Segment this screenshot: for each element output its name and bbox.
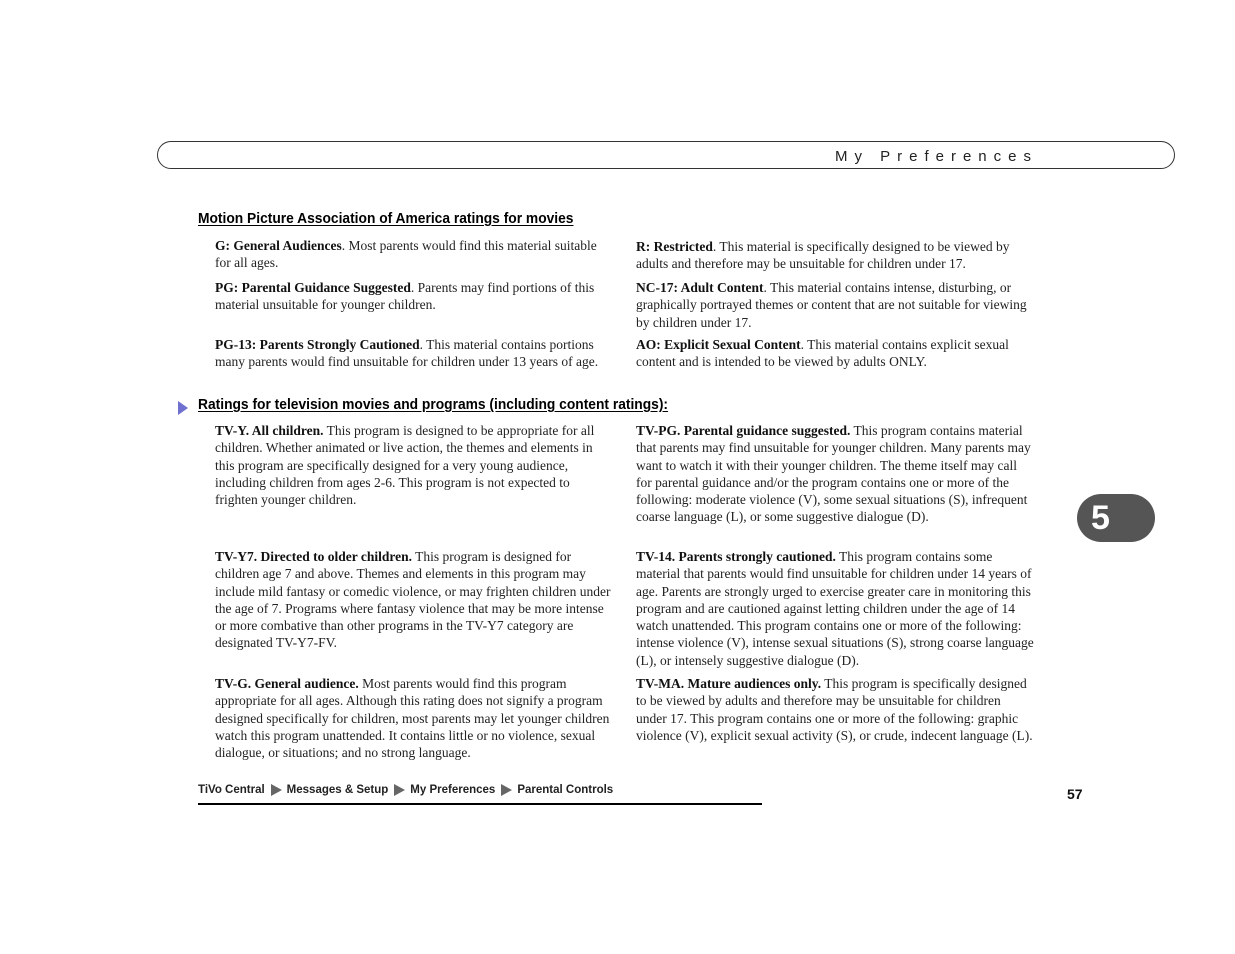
rating-text: This program is specifically designed to be viewed by adults and therefore may be unsuitable for children under 17. This program contains one or more of the following: graphic violence (V), explicit sexual activity (S), or crude, indecent language (L).	[636, 676, 1033, 743]
tv-entry-tvpg	[636, 422, 1034, 526]
rating-text: This program is designed to be appropriate for all children. Whether animated or live action, the themes and elements in this program are specifically designed for a very young audience, including children from ages 2-6. This program is not expected to frighten younger children.	[215, 423, 595, 508]
mpaa-entry-pg13	[215, 336, 613, 371]
mpaa-entry-r	[636, 238, 1034, 273]
rating-term: TV-14. Parents strongly cautioned.	[636, 549, 836, 564]
chevron-right-icon	[271, 784, 282, 796]
tv-entry-tvg	[215, 675, 613, 761]
rating-term: NC-17: Adult Content	[636, 280, 764, 295]
rating-term: PG-13: Parents Strongly Cautioned	[215, 337, 420, 352]
rating-term: TV-Y. All children.	[215, 423, 324, 438]
rating-term: R: Restricted	[636, 239, 713, 254]
triangle-right-icon	[178, 401, 188, 415]
rating-text: . This material contains explicit sexual content and is intended to be viewed by adults ONLY.	[636, 337, 1009, 370]
chapter-header	[157, 141, 1175, 169]
mpaa-entry-nc17	[636, 279, 1034, 331]
rating-text: . Most parents would find this material suitable for all ages.	[215, 238, 597, 271]
mpaa-entry-pg	[215, 279, 613, 314]
tv-entry-tvma	[636, 675, 1034, 744]
rating-text: . This material contains intense, disturbing, or graphically portrayed themes or content that are not suitable for viewing by children under 17.	[636, 280, 1027, 330]
breadcrumb-item-messages-setup[interactable]: Messages & Setup	[286, 784, 389, 796]
tv-entry-tvy7	[215, 548, 613, 652]
page-number: 57	[1067, 786, 1083, 802]
breadcrumb	[198, 784, 613, 796]
rating-text: . This material is specifically designed to be viewed by adults and therefore may be unsuitable for children under 17.	[636, 239, 1010, 272]
chapter-tab[interactable]: 5	[1077, 494, 1155, 542]
rating-term: TV-Y7. Directed to older children.	[215, 549, 412, 564]
rating-text: . Parents may find portions of this material unsuitable for younger children.	[215, 280, 595, 313]
mpaa-heading: Motion Picture Association of America ratings for movies	[198, 210, 574, 227]
rating-text: . This material contains portions many parents would find unsuitable for children under 13 years of age.	[215, 337, 599, 370]
rating-text: This program contains material that parents may find unsuitable for younger children. Many parents may want to watch it with their younger children. The theme itself may call for parental guidance and/or the program contains one or more of the following: moderate violence (V), some sexual situations (S), infrequent coarse language (L), or some suggestive dialogue (D).	[636, 423, 1031, 525]
chevron-right-icon	[501, 784, 512, 796]
rating-term: TV-G. General audience.	[215, 676, 359, 691]
breadcrumb-item-my-preferences[interactable]: My Preferences	[410, 784, 496, 796]
rating-text: Most parents would find this program appropriate for all ages. Although this rating does not signify a program designed specifically for children, most parents may let younger children watch this program unattended. It contains little or no violence, sexual dialogue, or situations; and no strong language.	[215, 676, 610, 761]
breadcrumb-item-tivo-central[interactable]: TiVo Central	[198, 784, 265, 796]
rating-term: G: General Audiences	[215, 238, 342, 253]
mpaa-entry-g	[215, 237, 613, 272]
breadcrumb-item-parental-controls[interactable]: Parental Controls	[517, 784, 614, 796]
rating-term: AO: Explicit Sexual Content	[636, 337, 801, 352]
tv-entry-tv14	[636, 548, 1034, 669]
tv-entry-tvy	[215, 422, 613, 508]
tv-heading: Ratings for television movies and programs (including content ratings):	[198, 396, 669, 413]
mpaa-entry-ao	[636, 336, 1034, 371]
rating-term: TV-PG. Parental guidance suggested.	[636, 423, 851, 438]
footer-rule	[198, 803, 762, 805]
rating-text: This program contains some material that parents would find unsuitable for children under 14 years of age. Parents are strongly urged to exercise greater care in monitoring this program and are cautioned against letting children under the age of 14 watch unattended. This program contains one or more of the following: intense violence (V), intense sexual situations (S), strong coarse language (L), or intensely suggestive dialogue (D).	[636, 549, 1034, 668]
rating-term: TV-MA. Mature audiences only.	[636, 676, 822, 691]
chapter-title: My Preferences	[834, 148, 1038, 165]
rating-text: This program is designed for children age 7 and above. Themes and elements in this program may include mild fantasy or comedic violence, or may frighten children under the age of 7. Programs where fantasy violence that may be more intense or more combative than other programs in the TV-Y7 category are designated TV-Y7-FV.	[215, 549, 611, 651]
chevron-right-icon	[394, 784, 405, 796]
rating-term: PG: Parental Guidance Suggested	[215, 280, 411, 295]
